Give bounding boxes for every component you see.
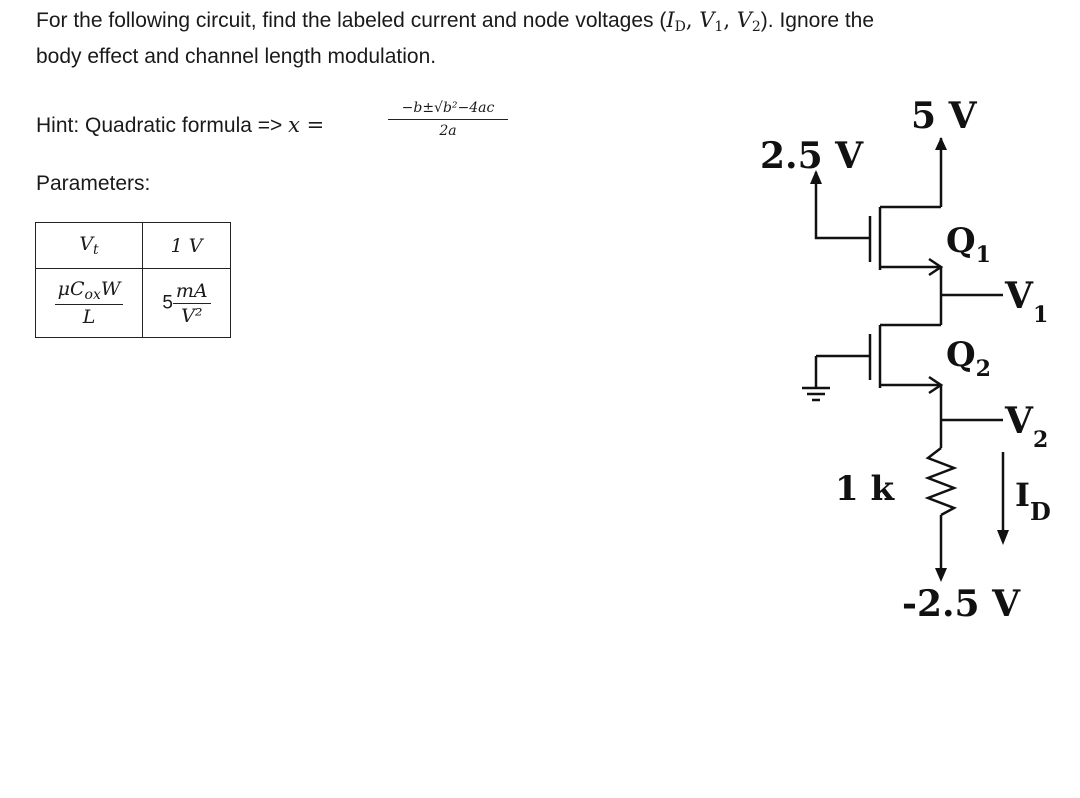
vg1-label: 2.5 V <box>760 135 864 177</box>
hint-text: Hint: Quadratic formula => x = <box>36 113 325 137</box>
q1-label: $Q_1$ <box>946 221 991 268</box>
vdd-label: 5 V <box>911 95 977 137</box>
q1-gate-wire <box>816 172 870 238</box>
q2-label: $Q_2$ <box>946 335 991 382</box>
v1-label: $V_1$ <box>1005 275 1049 328</box>
id-label: $I_D$ <box>1015 476 1051 526</box>
question-line-1: For the following circuit, find the labeled current and node voltages ($I_D$, $V_1$, $V_2$). Ignore the <box>36 8 875 35</box>
param-value-vt: 1 V <box>143 223 231 269</box>
resistor-label: 1 k <box>835 469 895 509</box>
formula-numerator: −b±√b²−4ac <box>388 100 508 120</box>
param-value-kn: 5 $\frac{mA}{\text{V²}}$ <box>143 269 231 338</box>
vdd-arrow <box>935 137 947 150</box>
vss-arrow <box>935 568 947 582</box>
question-line-2: body effect and channel length modulation. <box>36 45 437 68</box>
param-name-vt: $V_t$ <box>36 223 143 269</box>
vss-label: -2.5 V <box>902 583 1021 625</box>
resistor-symbol <box>928 448 954 515</box>
v2-label: $V_2$ <box>1005 400 1049 453</box>
parameters-heading: Parameters: <box>36 172 151 195</box>
formula-denominator: 2a <box>439 123 457 139</box>
param-name-kn: $\mu C_{ox}W$ L <box>36 269 143 338</box>
